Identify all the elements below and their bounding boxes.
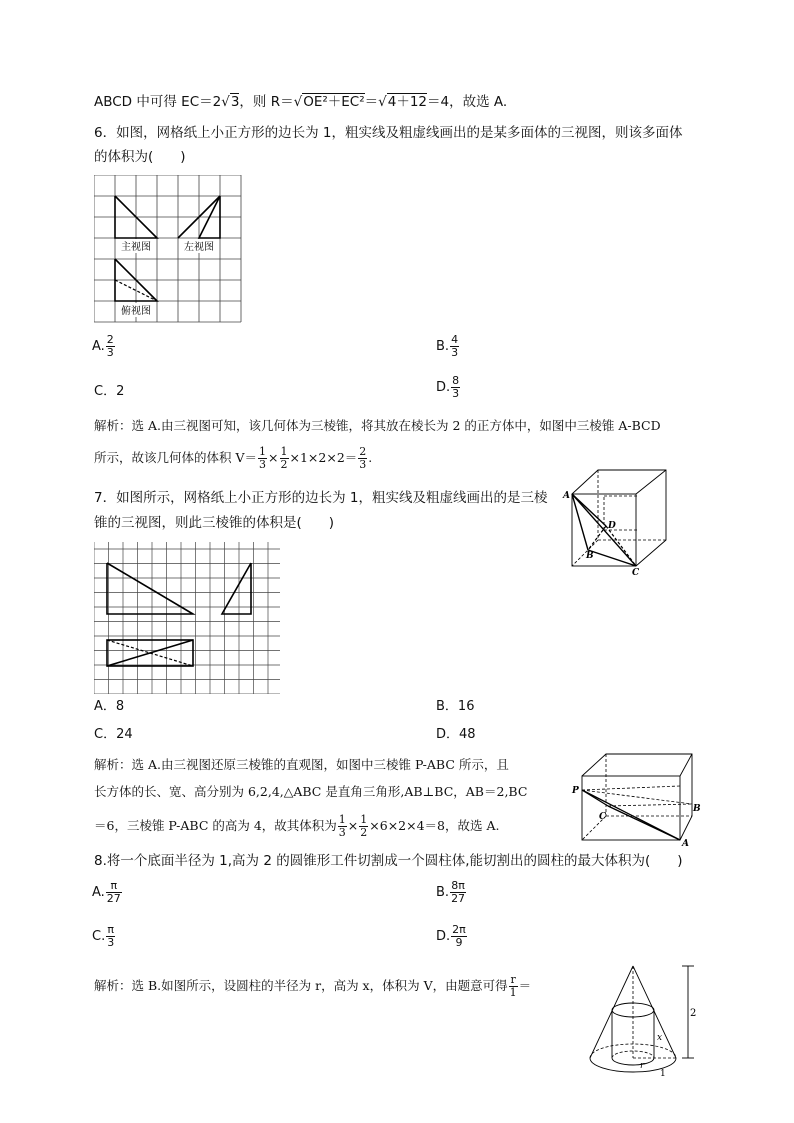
- option-letter: C.: [92, 929, 106, 944]
- q7-stem-line1: 7．如图所示，网格纸上小正方形的边长为 1，粗实线及粗虚线画出的是三棱: [94, 490, 548, 506]
- height-label: 2: [690, 1008, 697, 1019]
- q7-option-b[interactable]: [436, 698, 474, 716]
- sqrt-expr-2: √4＋12: [378, 94, 428, 110]
- sqrt-3: √3: [221, 94, 240, 110]
- q8-option-a[interactable]: [92, 880, 123, 905]
- text: 解析：选 B.如图所示，设圆柱的半径为 r，高为 x，体积为 V，由题意可得: [94, 978, 508, 993]
- text: ，则 R＝: [239, 94, 294, 110]
- fraction: $\frac{8}{3}$: [452, 374, 460, 400]
- vertex-d: D: [608, 521, 616, 531]
- x-label: x: [657, 1033, 663, 1043]
- sqrt-expr: √OE²＋EC²: [293, 94, 365, 110]
- option-text: 24: [116, 727, 133, 742]
- option-letter: B．: [436, 699, 458, 714]
- q6-option-a[interactable]: [92, 334, 116, 359]
- fraction: $\frac{1}{2}$: [360, 813, 368, 839]
- text: ×: [268, 450, 279, 465]
- text: ABCD 中可得 EC＝2: [94, 94, 222, 110]
- top-view-label: 俯视图: [121, 306, 151, 317]
- fraction: $\frac{1}{2}$: [280, 445, 288, 471]
- option-letter: C．: [94, 384, 117, 399]
- option-text: 48: [459, 727, 476, 742]
- fraction: $\frac{r}{1}$: [509, 973, 517, 999]
- text: ×6×2×4＝8，故选 A.: [369, 818, 500, 833]
- text: ＝4，故选 A.: [427, 94, 508, 110]
- q6-stem-line1: 6．如图，网格纸上小正方形的边长为 1，粗实线及粗虚线画出的是某多面体的三视图，则该多面体: [94, 125, 683, 141]
- r-label: r: [640, 1061, 645, 1071]
- q8-option-d[interactable]: [436, 924, 468, 949]
- q6-option-d[interactable]: [436, 375, 461, 400]
- q7-option-d[interactable]: [436, 726, 476, 744]
- option-text: 16: [457, 699, 475, 714]
- q6-option-c[interactable]: [94, 383, 124, 401]
- vertex-a: A: [563, 491, 570, 501]
- q7-option-a[interactable]: [94, 698, 124, 716]
- text: ＝: [518, 978, 532, 993]
- vertex-a: A: [682, 839, 689, 846]
- q6-option-b[interactable]: [436, 334, 460, 359]
- option-letter: D.: [436, 380, 451, 395]
- q8-stem: 8.将一个底面半径为 1,高为 2 的圆锥形工件切割成一个圆柱体,能切割出的圆柱的最大体积为( ): [94, 853, 683, 869]
- vertex-p: P: [572, 786, 579, 796]
- q6-solution-line1: 解析：选 A.由三视图可知，该几何体为三棱锥，将其放在棱长为 2 的正方体中，如图中三棱锥 A-BCD: [94, 418, 661, 433]
- fraction: $\frac{\pi}{27}$: [106, 879, 121, 905]
- fraction: $\frac{\pi}{3}$: [107, 923, 115, 949]
- q7-solution-line1: 解析：选 A.由三视图还原三棱锥的直观图，如图中三棱锥 P-ABC 所示，且: [94, 757, 509, 772]
- option-letter: D.: [436, 929, 451, 944]
- q7-solution-line3: ＝6，三棱锥 P-ABC 的高为 4，故其体积为 $\frac{1}{3}$ × $\frac{1}{2}$ ×6×2×4＝8，故选 A.: [94, 813, 500, 839]
- text: ＝: [364, 94, 379, 110]
- left-view-triangle: [222, 563, 251, 614]
- q7-box-figure: [568, 750, 702, 846]
- option-letter: C．: [94, 727, 117, 742]
- fraction: $\frac{4}{3}$: [451, 333, 459, 359]
- left-view-label: 左视图: [184, 242, 214, 253]
- vertex-b: B: [586, 551, 594, 561]
- q8-cone-figure: [582, 960, 702, 1080]
- text: .: [368, 450, 373, 465]
- q8-option-b[interactable]: [436, 880, 467, 905]
- option-letter: B.: [436, 885, 450, 900]
- option-letter: A.: [92, 339, 105, 354]
- q6-cube-figure: [562, 468, 674, 576]
- top-line: [94, 93, 507, 111]
- q8-solution: [94, 974, 531, 999]
- vertex-c: C: [632, 568, 640, 576]
- option-letter: A．: [94, 699, 116, 714]
- front-view-triangle: [107, 563, 193, 614]
- option-letter: A.: [92, 885, 105, 900]
- text: ＝6，三棱锥 P-ABC 的高为 4，故其体积为: [94, 818, 337, 833]
- option-text: 8: [115, 699, 125, 714]
- fraction: $\frac{8\pi}{27}$: [451, 879, 466, 905]
- text: 所示，故该几何体的体积 V＝: [94, 450, 258, 465]
- fraction: $\frac{2}{3}$: [106, 333, 114, 359]
- q7-option-c[interactable]: [94, 726, 133, 744]
- q7-three-view-figure: [94, 542, 280, 694]
- option-text: 2: [116, 384, 125, 399]
- q7-solution-line2: 长方体的长、宽、高分别为 6,2,4,△ABC 是直角三角形,AB⊥BC，AB＝2,BC: [94, 784, 528, 799]
- radius-label: 1: [660, 1069, 666, 1079]
- q6-stem-line2: 的体积为( ): [94, 149, 186, 165]
- fraction: $\frac{2\pi}{9}$: [452, 923, 466, 949]
- fraction: $\frac{2}{3}$: [359, 445, 367, 471]
- vertex-c: C: [599, 812, 607, 822]
- fraction: $\frac{1}{3}$: [259, 445, 267, 471]
- text: ×1×2×2＝: [289, 450, 358, 465]
- q6-three-view-figure: [94, 175, 242, 323]
- option-letter: D．: [436, 727, 460, 742]
- fraction: $\frac{1}{3}$: [338, 813, 346, 839]
- q7-stem-line2: 锥的三视图，则此三棱锥的体积是( ): [94, 515, 335, 531]
- front-view-label: 主视图: [121, 242, 151, 253]
- q8-option-c[interactable]: [92, 924, 116, 949]
- vertex-b: B: [693, 804, 701, 814]
- q6-solution-line2: [94, 446, 372, 471]
- option-letter: B.: [436, 339, 450, 354]
